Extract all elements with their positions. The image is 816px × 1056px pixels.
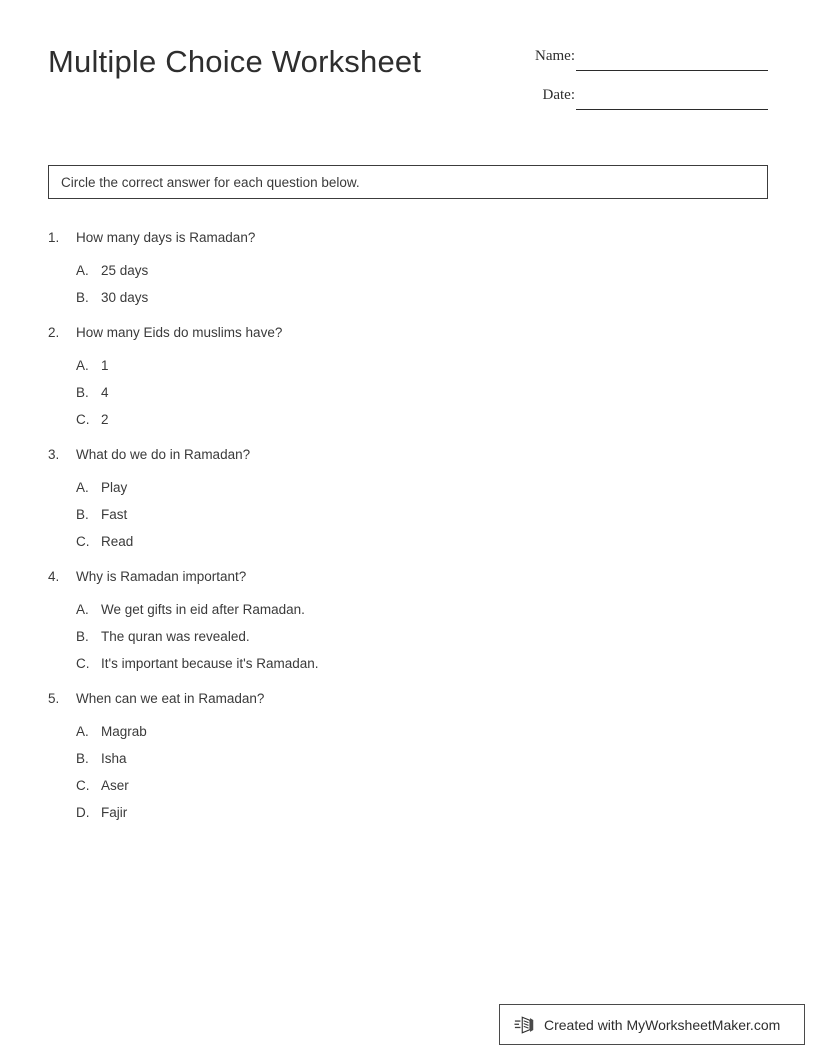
option-text: We get gifts in eid after Ramadan.: [101, 602, 305, 617]
question-block: [48, 569, 768, 671]
option-text: Play: [101, 480, 128, 495]
question-number: 4.: [48, 569, 60, 584]
option-text: 30 days: [101, 290, 149, 305]
option-text: Fast: [101, 507, 128, 522]
date-field-row: [498, 87, 768, 126]
answer-option[interactable]: [48, 629, 768, 644]
question-block: [48, 691, 768, 820]
answer-options: [48, 263, 768, 305]
worksheet-maker-logo-icon: [514, 1014, 536, 1036]
answer-option[interactable]: [48, 480, 768, 495]
option-letter: B.: [76, 290, 89, 305]
created-with-badge[interactable]: [499, 1004, 805, 1045]
option-letter: C.: [76, 656, 90, 671]
option-letter: B.: [76, 629, 89, 644]
answer-option[interactable]: [48, 358, 768, 373]
date-field-writing-line[interactable]: [576, 109, 768, 110]
worksheet-header: [48, 42, 768, 132]
question-prompt: [48, 569, 768, 584]
answer-option[interactable]: [48, 656, 768, 671]
option-letter: B.: [76, 507, 89, 522]
option-letter: C.: [76, 778, 90, 793]
answer-options: [48, 602, 768, 671]
question-text: How many Eids do muslims have?: [76, 325, 283, 340]
question-prompt: [48, 230, 768, 245]
instruction-box: [48, 165, 768, 199]
answer-option[interactable]: [48, 534, 768, 549]
option-letter: A.: [76, 358, 89, 373]
question-text: Why is Ramadan important?: [76, 569, 247, 584]
option-letter: D.: [76, 805, 90, 820]
option-letter: C.: [76, 534, 90, 549]
question-prompt: [48, 447, 768, 462]
answer-option[interactable]: [48, 263, 768, 278]
question-number: 2.: [48, 325, 60, 340]
answer-option[interactable]: [48, 385, 768, 400]
option-text: Fajir: [101, 805, 128, 820]
question-text: When can we eat in Ramadan?: [76, 691, 265, 706]
answer-option[interactable]: [48, 724, 768, 739]
question-number: 3.: [48, 447, 60, 462]
option-letter: A.: [76, 724, 89, 739]
option-letter: A.: [76, 480, 89, 495]
question-block: [48, 447, 768, 549]
question-prompt: [48, 691, 768, 706]
answer-options: [48, 480, 768, 549]
option-text: 2: [101, 412, 109, 427]
question-number: 5.: [48, 691, 60, 706]
option-text: The quran was revealed.: [101, 629, 250, 644]
option-text: Magrab: [101, 724, 147, 739]
page-title: Multiple Choice Worksheet: [48, 44, 422, 79]
option-text: 4: [101, 385, 109, 400]
name-field-label: Name:: [535, 48, 575, 64]
student-info-fields: [498, 48, 768, 126]
question-text: What do we do in Ramadan?: [76, 447, 251, 462]
answer-option[interactable]: [48, 602, 768, 617]
question-text: How many days is Ramadan?: [76, 230, 256, 245]
answer-option[interactable]: [48, 778, 768, 793]
answer-options: [48, 358, 768, 427]
question-number: 1.: [48, 230, 60, 245]
option-text: 1: [101, 358, 109, 373]
option-text: 25 days: [101, 263, 149, 278]
option-text: It's important because it's Ramadan.: [101, 656, 319, 671]
option-text: Read: [101, 534, 134, 549]
instruction-text: Circle the correct answer for each question below.: [61, 174, 360, 190]
answer-option[interactable]: [48, 805, 768, 820]
answer-option[interactable]: [48, 507, 768, 522]
option-letter: B.: [76, 751, 89, 766]
option-letter: A.: [76, 263, 89, 278]
answer-option[interactable]: [48, 290, 768, 305]
question-prompt: [48, 325, 768, 340]
option-letter: B.: [76, 385, 89, 400]
answer-option[interactable]: [48, 412, 768, 427]
option-text: Aser: [101, 778, 129, 793]
question-block: [48, 230, 768, 305]
name-field-writing-line[interactable]: [576, 70, 768, 71]
questions-list: [48, 230, 768, 840]
option-letter: C.: [76, 412, 90, 427]
name-field-row: [498, 48, 768, 87]
created-with-label: Created with MyWorksheetMaker.com: [544, 1016, 781, 1033]
option-text: Isha: [101, 751, 127, 766]
answer-options: [48, 724, 768, 820]
answer-option[interactable]: [48, 751, 768, 766]
date-field-label: Date:: [542, 87, 575, 103]
option-letter: A.: [76, 602, 89, 617]
question-block: [48, 325, 768, 427]
